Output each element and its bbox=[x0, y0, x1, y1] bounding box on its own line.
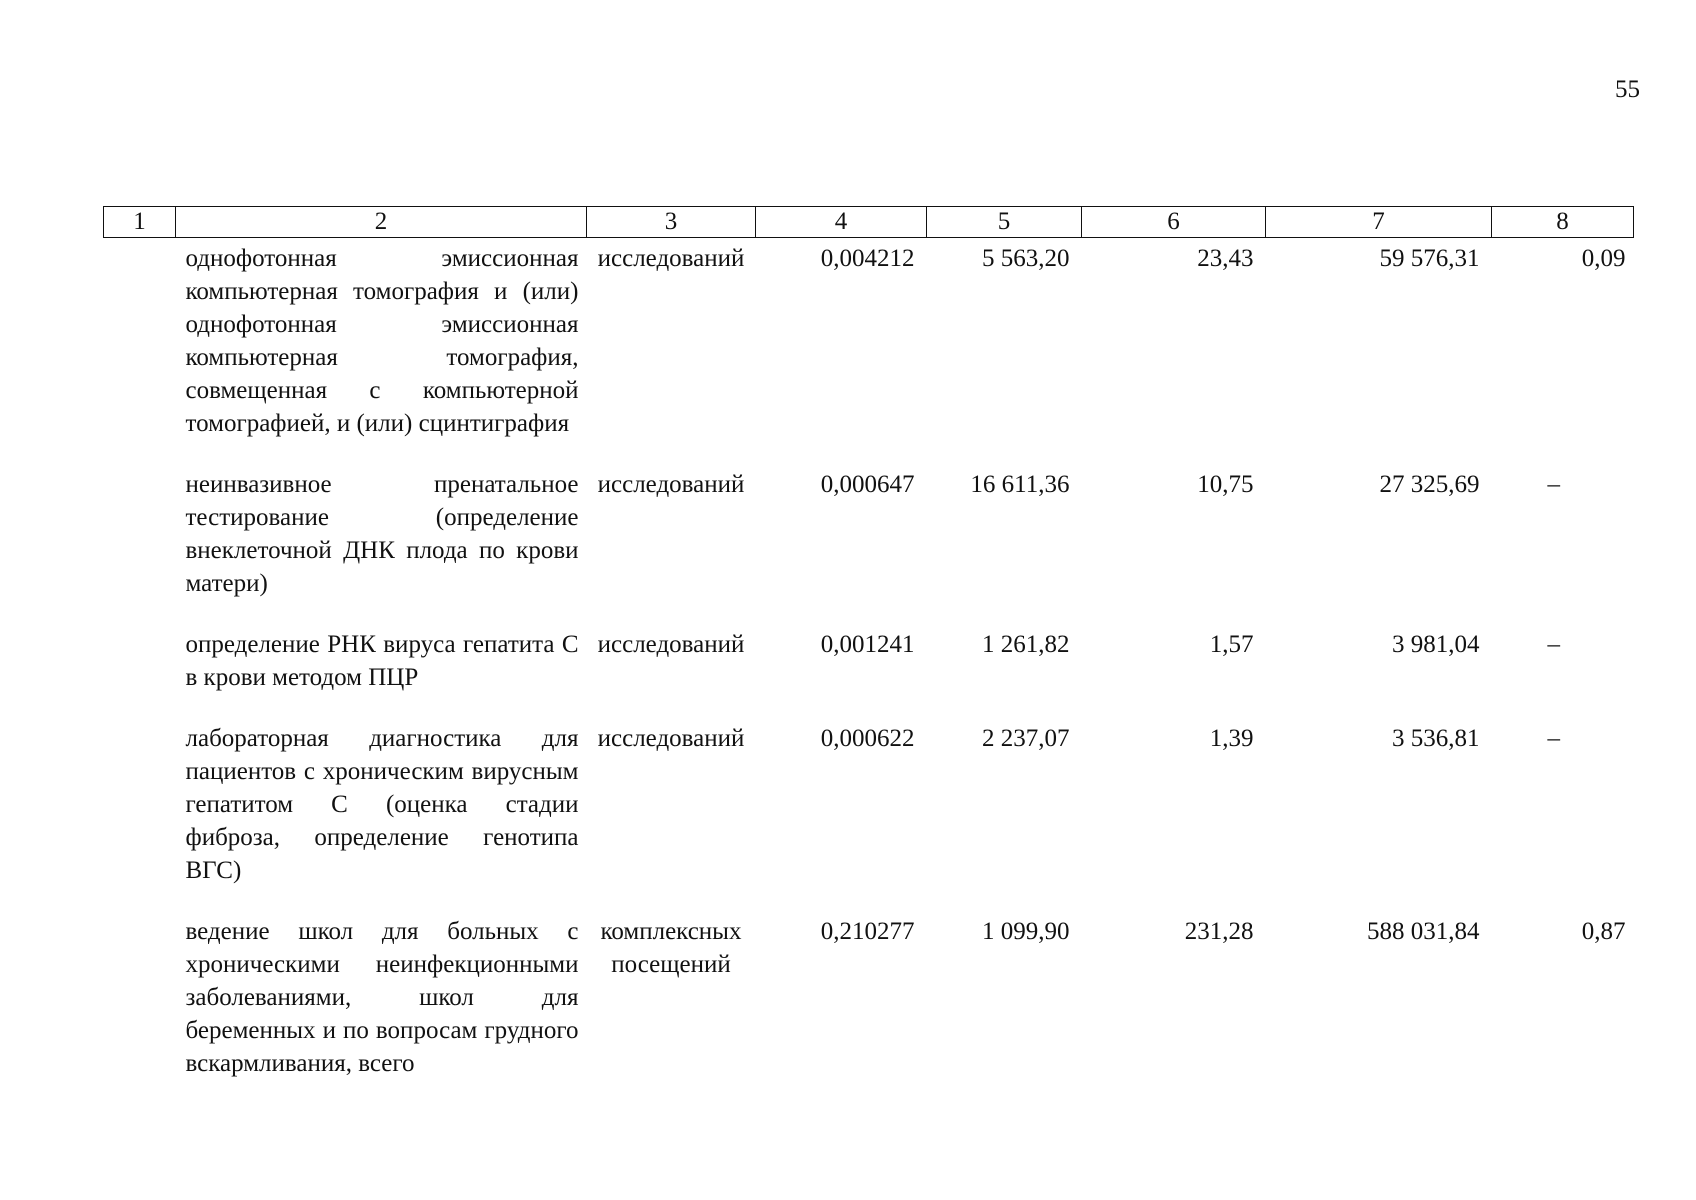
column-header-2: 2 bbox=[176, 207, 587, 238]
table-row bbox=[104, 618, 1634, 712]
data-table bbox=[103, 206, 1634, 1098]
value-col-8: – bbox=[1547, 631, 1560, 658]
column-header-5: 5 bbox=[927, 207, 1082, 238]
value-col-4: 0,000622 bbox=[820, 725, 915, 752]
value-col-5: 2 237,07 bbox=[982, 725, 1070, 752]
value-col-7: 27 325,69 bbox=[1379, 471, 1480, 498]
value-col-5: 16 611,36 bbox=[970, 471, 1070, 498]
value-col-4: 0,000647 bbox=[820, 471, 915, 498]
table-row bbox=[104, 238, 1634, 459]
column-header-4: 4 bbox=[756, 207, 927, 238]
service-name: неинвазивное пренатальное тестирование (определение внеклеточной ДНК плода по крови матери) bbox=[185, 471, 579, 597]
service-name: ведение школ для больных с хроническими неинфекционными заболеваниями, школ для беременных и по вопросам грудного вскармливания, всего bbox=[185, 918, 579, 1077]
value-col-5: 1 261,82 bbox=[982, 631, 1070, 658]
unit-of-measure: исследований bbox=[597, 245, 745, 272]
value-col-6: 1,39 bbox=[1209, 725, 1254, 752]
unit-of-measure: исследований bbox=[597, 725, 745, 752]
value-col-6: 23,43 bbox=[1197, 245, 1254, 272]
table-row bbox=[104, 458, 1634, 618]
table-row bbox=[104, 905, 1634, 1098]
value-col-8: 0,87 bbox=[1581, 918, 1626, 945]
value-col-6: 1,57 bbox=[1209, 631, 1254, 658]
value-col-8: – bbox=[1547, 471, 1560, 498]
page-number: 55 bbox=[1615, 76, 1640, 103]
value-col-7: 59 576,31 bbox=[1379, 245, 1480, 272]
column-header-6: 6 bbox=[1082, 207, 1266, 238]
value-col-5: 1 099,90 bbox=[982, 918, 1070, 945]
unit-of-measure: исследований bbox=[597, 631, 745, 658]
service-name: лабораторная диагностика для пациентов с хроническим вирусным гепатитом С (оценка стадии фиброза, определение генотипа ВГС) bbox=[185, 725, 579, 884]
value-col-7: 588 031,84 bbox=[1367, 918, 1480, 945]
value-col-7: 3 981,04 bbox=[1392, 631, 1480, 658]
value-col-4: 0,004212 bbox=[820, 245, 915, 272]
unit-of-measure: исследований bbox=[597, 471, 745, 498]
service-name: однофотонная эмиссионная компьютерная томография и (или) однофотонная эмиссионная компьютерная томография, совмещенная с компьютерной томографией, и (или) сцинтиграфия bbox=[185, 245, 579, 437]
value-col-8: – bbox=[1547, 725, 1560, 752]
service-name: определение РНК вируса гепатита С в крови методом ПЦР bbox=[185, 631, 579, 691]
value-col-4: 0,210277 bbox=[820, 918, 915, 945]
value-col-6: 10,75 bbox=[1197, 471, 1254, 498]
column-header-8: 8 bbox=[1492, 207, 1634, 238]
column-header-1: 1 bbox=[104, 207, 176, 238]
value-col-6: 231,28 bbox=[1184, 918, 1254, 945]
value-col-7: 3 536,81 bbox=[1392, 725, 1480, 752]
value-col-8: 0,09 bbox=[1581, 245, 1626, 272]
column-header-7: 7 bbox=[1266, 207, 1492, 238]
column-number-header bbox=[104, 207, 1634, 238]
value-col-5: 5 563,20 bbox=[982, 245, 1070, 272]
column-header-3: 3 bbox=[587, 207, 756, 238]
value-col-4: 0,001241 bbox=[820, 631, 915, 658]
table-row bbox=[104, 712, 1634, 905]
unit-of-measure: комплексных посещений bbox=[600, 918, 742, 978]
